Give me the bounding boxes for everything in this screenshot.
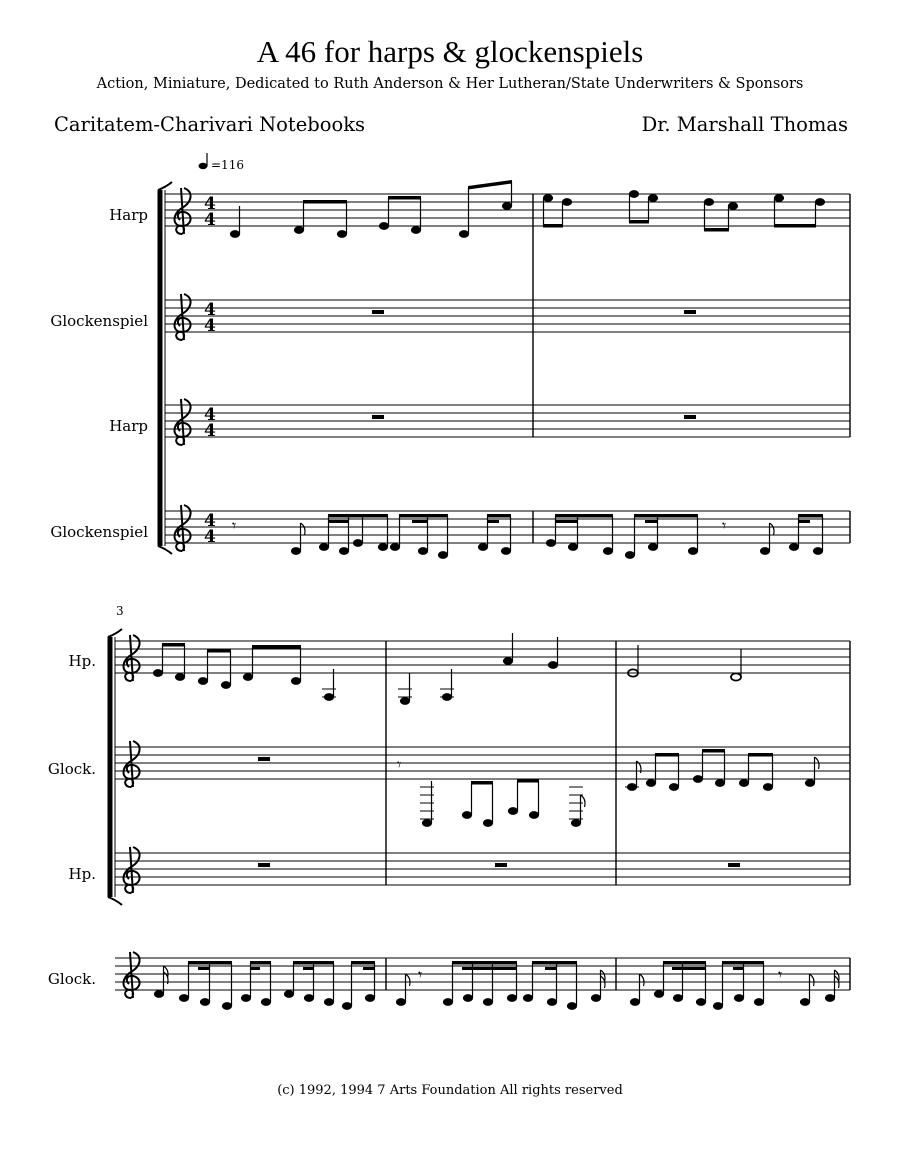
whole-rests: [258, 757, 740, 867]
whole-rest-icon: [258, 757, 270, 761]
collection-name: Caritatem-Charivari Notebooks: [54, 113, 366, 136]
eighth-rest-icon: 𝄾: [778, 965, 783, 984]
time-signatures: [204, 194, 216, 547]
glock-notes-system2-top: [397, 749, 819, 826]
staff-label: Harp: [109, 206, 148, 224]
whole-rest-icon: [684, 415, 696, 419]
composer-name: Dr. Marshall Thomas: [641, 113, 848, 136]
whole-rest-icon: [495, 863, 507, 867]
time-sig-bottom: 4: [204, 210, 216, 230]
whole-rests: [372, 310, 696, 419]
treble-clef-icon: [175, 399, 191, 445]
eighth-rest-icon: 𝄾: [722, 516, 727, 535]
whole-rest-icon: [258, 863, 270, 867]
time-sig-top: 4: [204, 511, 216, 531]
time-sig-top: 4: [204, 405, 216, 425]
whole-rest-icon: [372, 415, 384, 419]
barlines: [386, 641, 850, 990]
staff-label: Hp.: [68, 865, 96, 883]
staff-label: Glock.: [47, 970, 96, 988]
time-sig-bottom: 4: [204, 421, 216, 441]
system-2: [48, 604, 850, 1009]
treble-clef-icon: [124, 952, 140, 998]
staff-lines: [165, 194, 850, 543]
treble-clef-icon: [175, 505, 191, 551]
whole-rest-icon: [372, 310, 384, 314]
whole-rest-icon: [728, 863, 740, 867]
measure-number: 3: [116, 604, 124, 618]
barlines: [533, 194, 850, 543]
copyright-notice: (c) 1992, 1994 7 Arts Foundation All rights reserved: [277, 1083, 623, 1098]
eighth-rest-icon: 𝄾: [232, 516, 237, 535]
time-sig-top: 4: [204, 194, 216, 214]
treble-clef-icon: [124, 741, 140, 787]
time-sig-bottom: 4: [204, 316, 216, 336]
staff-lines: [115, 641, 850, 990]
score-subtitle: Action, Miniature, Dedicated to Ruth Anderson & Her Lutheran/State Underwriters & Sponsors: [96, 76, 804, 92]
staff-label: Glockenspiel: [50, 523, 148, 541]
tempo-value: =116: [211, 158, 244, 172]
whole-rest-icon: [684, 310, 696, 314]
harp-notes-system2: [153, 633, 741, 704]
staff-label: Glock.: [47, 760, 96, 778]
eighth-rest-icon: 𝄾: [397, 755, 402, 774]
harp-notes-system1: [230, 180, 824, 237]
treble-clef-icon: [175, 188, 191, 234]
treble-clef-icon: [175, 294, 191, 340]
staff-label: Hp.: [68, 652, 96, 670]
time-sig-bottom: 4: [204, 527, 216, 547]
quarter-note-icon: [199, 163, 208, 169]
eighth-rest-icon: 𝄾: [418, 965, 423, 984]
staff-label: Harp: [109, 417, 148, 435]
treble-clef-icon: [124, 635, 140, 681]
treble-clef-icon: [124, 847, 140, 893]
glock-notes-system1: [232, 514, 823, 558]
time-sig-top: 4: [204, 300, 216, 320]
note-head: [230, 231, 239, 238]
glock-notes-system2-bottom: [154, 961, 839, 1009]
tempo-marking: [199, 153, 244, 172]
score-title: A 46 for harps & glockenspiels: [256, 34, 644, 69]
system-1: [50, 180, 850, 558]
staff-label: Glockenspiel: [50, 312, 148, 330]
